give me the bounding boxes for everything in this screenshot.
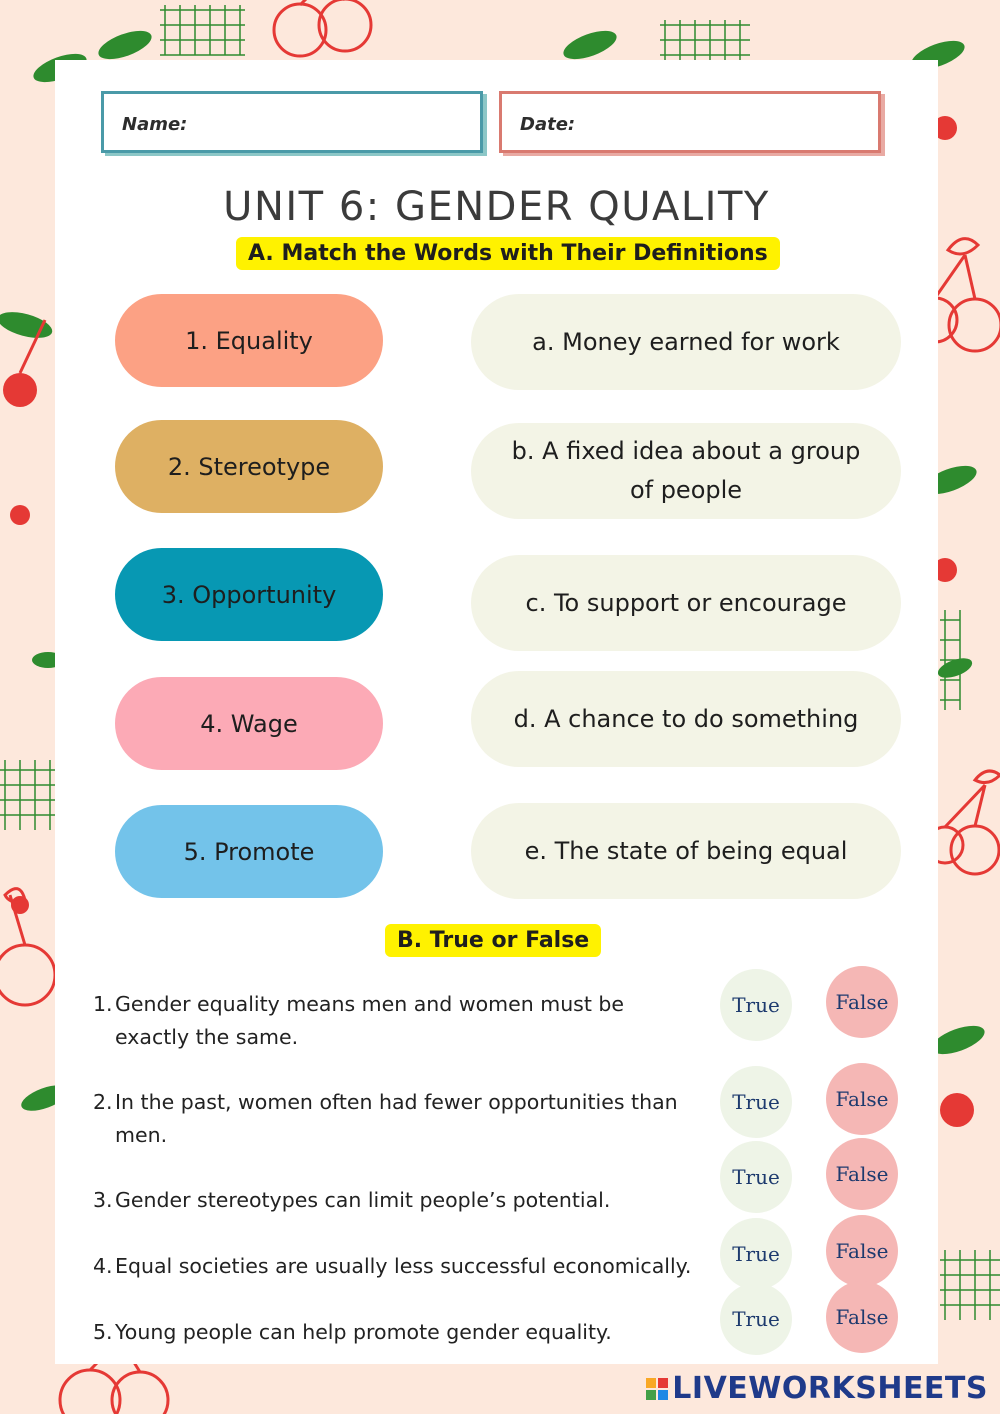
section-b-label: B. True or False (385, 924, 601, 957)
worksheet (55, 60, 938, 1364)
brand-text: LIVEWORKSHEETS (672, 1371, 988, 1406)
word-equality[interactable]: 1. Equality (115, 294, 383, 387)
statement-text: Gender stereotypes can limit people’s potential. (115, 1188, 611, 1212)
definition-e[interactable]: e. The state of being equal (471, 803, 901, 899)
statement-number: 2. (93, 1090, 113, 1114)
word-opportunity[interactable]: 3. Opportunity (115, 548, 383, 641)
false-button-1[interactable]: False (826, 966, 898, 1038)
statement-text: Equal societies are usually less successful economically. (115, 1254, 692, 1278)
statement-2 (93, 1086, 693, 1152)
false-button-3[interactable]: False (826, 1138, 898, 1210)
page-title: UNIT 6: GENDER QUALITY (223, 184, 770, 230)
true-button-3[interactable]: True (720, 1141, 792, 1213)
date-label: Date: (520, 114, 576, 135)
statement-number: 1. (93, 992, 113, 1016)
true-button-2[interactable]: True (720, 1066, 792, 1138)
true-button-1[interactable]: True (720, 969, 792, 1041)
word-stereotype[interactable]: 2. Stereotype (115, 420, 383, 513)
false-button-4[interactable]: False (826, 1215, 898, 1287)
liveworksheets-brand[interactable] (646, 1371, 988, 1406)
statement-text: Gender equality means men and women must be exactly the same. (115, 992, 625, 1049)
name-label: Name: (122, 114, 188, 135)
statement-text: In the past, women often had fewer opportunities than men. (115, 1090, 678, 1147)
liveworksheets-logo-icon (646, 1378, 668, 1400)
definition-b[interactable]: b. A fixed idea about a group of people (471, 423, 901, 519)
definition-c[interactable]: c. To support or encourage (471, 555, 901, 651)
definition-a[interactable]: a. Money earned for work (471, 294, 901, 390)
statement-4 (93, 1250, 693, 1283)
name-input[interactable] (194, 106, 470, 142)
true-button-4[interactable]: True (720, 1218, 792, 1290)
date-field (499, 91, 881, 153)
definition-d[interactable]: d. A chance to do something (471, 671, 901, 767)
section-a-label: A. Match the Words with Their Definitions (236, 237, 780, 270)
statement-1 (93, 988, 693, 1054)
statement-text: Young people can help promote gender equality. (115, 1320, 612, 1344)
date-input[interactable] (592, 106, 868, 142)
statement-5 (93, 1316, 693, 1349)
statement-number: 3. (93, 1188, 113, 1212)
word-promote[interactable]: 5. Promote (115, 805, 383, 898)
statement-number: 4. (93, 1254, 113, 1278)
true-button-5[interactable]: True (720, 1283, 792, 1355)
statement-number: 5. (93, 1320, 113, 1344)
false-button-5[interactable]: False (826, 1281, 898, 1353)
statement-3 (93, 1184, 693, 1217)
false-button-2[interactable]: False (826, 1063, 898, 1135)
word-wage[interactable]: 4. Wage (115, 677, 383, 770)
name-field (101, 91, 483, 153)
